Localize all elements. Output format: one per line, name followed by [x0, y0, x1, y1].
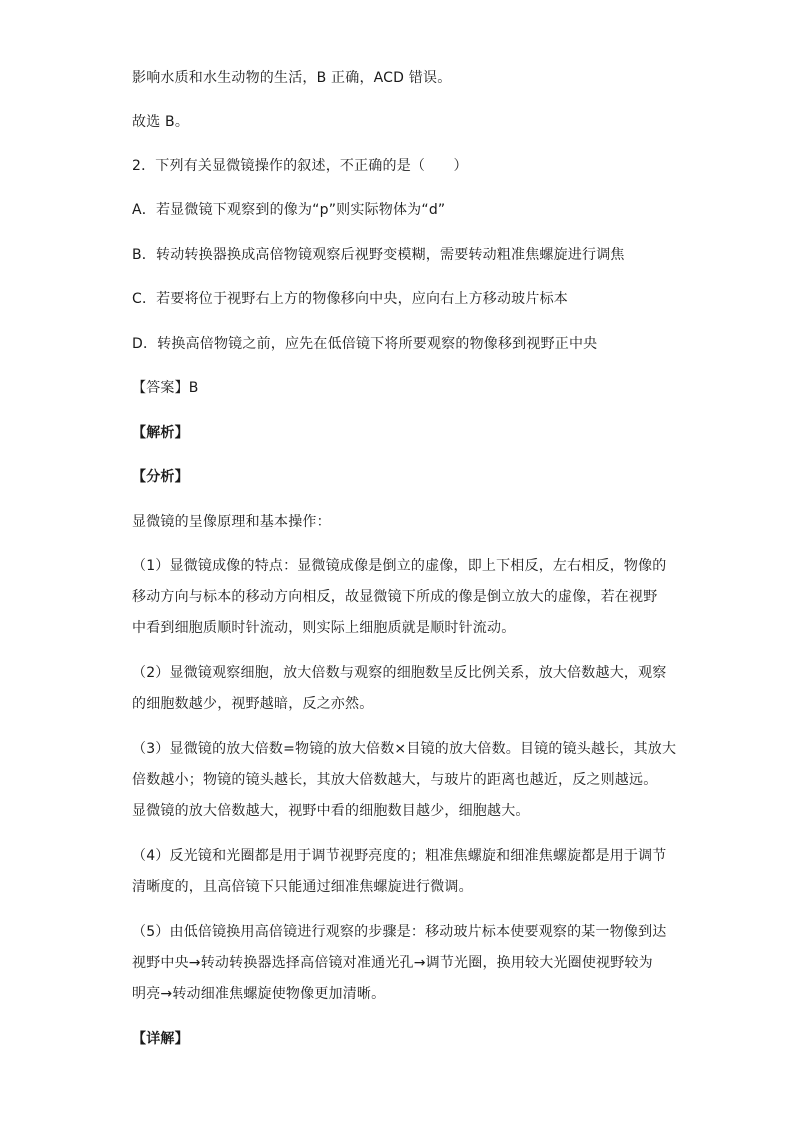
answer-label: 【答案】B [132, 380, 199, 396]
point-1-line-2: 移动方向与标本的移动方向相反，故显微镜下所成的像是倒立放大的虚像，若在视野 [132, 589, 658, 605]
text-line-continuation: 影响水质和水生动物的生活，B 正确，ACD 错误。 [132, 70, 452, 86]
point-5-line-1: （5）由低倍镜换用高倍镜进行观察的步骤是：移动玻片标本使要观察的某一物像到达 [132, 924, 667, 940]
text-line-conclusion: 故选 B。 [132, 114, 190, 130]
question-stem: 2．下列有关显微镜操作的叙述，不正确的是（ ） [132, 158, 468, 174]
point-3-line-1: （3）显微镜的放大倍数=物镜的放大倍数×目镜的放大倍数。目镜的镜头越长，其放大 [132, 741, 677, 757]
analysis-heading: 【解析】 [132, 425, 189, 441]
point-4-line-2: 清晰度的，且高倍镜下只能通过细准焦螺旋进行微调。 [132, 879, 473, 895]
option-b: B．转动转换器换成高倍物镜观察后视野变模糊，需要转动粗准焦螺旋进行调焦 [132, 247, 625, 263]
point-1-line-1: （1）显微镜成像的特点：显微镜成像是倒立的虚像，即上下相反，左右相反，物像的 [132, 558, 667, 574]
analysis-subheading: 【分析】 [132, 469, 189, 485]
detail-heading: 【详解】 [132, 1031, 189, 1047]
option-d: D．转换高倍物镜之前，应先在低倍镜下将所要观察的物像移到视野正中央 [132, 336, 598, 352]
point-3-line-3: 显微镜的放大倍数越大，视野中看的细胞数目越少，细胞越大。 [132, 803, 530, 819]
point-5-line-2: 视野中央→转动转换器选择高倍镜对准通光孔→调节光圈，换用较大光圈使视野较为 [132, 955, 653, 971]
option-a: A．若显微镜下观察到的像为“p”则实际物体为“d” [132, 202, 446, 218]
point-2-line-2: 的细胞数越少，视野越暗，反之亦然。 [132, 696, 374, 712]
point-5-line-3: 明亮→转动细准焦螺旋使物像更加清晰。 [132, 986, 386, 1002]
analysis-intro: 显微镜的呈像原理和基本操作： [132, 514, 331, 530]
point-2-line-1: （2）显微镜观察细胞，放大倍数与观察的细胞数呈反比例关系，放大倍数越大，观察 [132, 665, 667, 681]
option-c: C．若要将位于视野右上方的物像移向中央，应向右上方移动玻片标本 [132, 291, 568, 307]
point-4-line-1: （4）反光镜和光圈都是用于调节视野亮度的；粗准焦螺旋和细准焦螺旋都是用于调节 [132, 848, 667, 864]
point-3-line-2: 倍数越小；物镜的镜头越长，其放大倍数越大，与玻片的距离也越近，反之则越远。 [132, 772, 658, 788]
point-1-line-3: 中看到细胞质顺时针流动，则实际上细胞质就是顺时针流动。 [132, 620, 516, 636]
